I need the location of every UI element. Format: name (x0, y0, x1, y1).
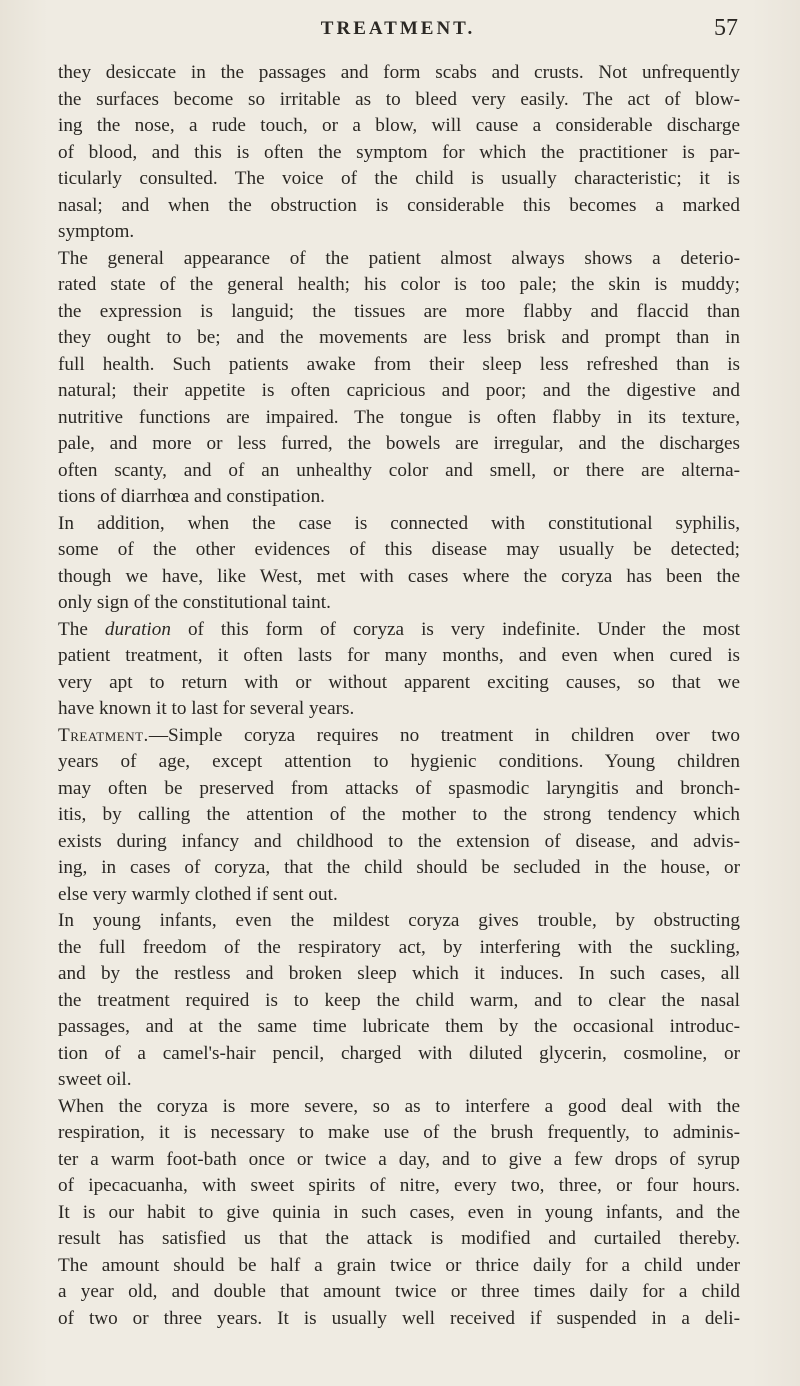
line-text: result has satisfied us that the attack is modified and curtailed thereby. (58, 1228, 740, 1249)
text-line (58, 299, 740, 326)
text-line (58, 1226, 740, 1253)
text-line (58, 1253, 740, 1280)
text-line (58, 113, 740, 140)
line-text: full health. Such patients awake from their sleep less refreshed than is (58, 353, 740, 375)
text-line (58, 511, 740, 538)
text-line (58, 166, 740, 193)
line-text: The (58, 618, 105, 640)
text-line (58, 60, 740, 87)
line-text: of ipecacuanha, with sweet spirits of nitre, every two, three, or four hours. (58, 1175, 740, 1196)
line-text: of this form of coryza is very indefinite. Under the most (170, 618, 740, 640)
text-line (58, 855, 740, 882)
text-line (58, 140, 740, 167)
line-text: The amount should be half a grain twice or thrice daily for a child under (58, 1254, 740, 1276)
text-line (58, 1014, 740, 1041)
text-line (58, 1120, 740, 1147)
page-number: 57 (714, 15, 738, 41)
line-text: they desiccate in the passages and form scabs and crusts. Not unfrequently (58, 62, 740, 83)
text-line (58, 352, 740, 379)
text-line (58, 219, 740, 246)
text-line (58, 1173, 740, 1200)
line-text: else very warmly clothed if sent out. (58, 883, 338, 905)
text-line (58, 802, 740, 829)
text-line (58, 458, 740, 485)
text-line (58, 325, 740, 352)
line-text: some of the other evidences of this disease may usually be detected; (58, 539, 740, 560)
italic-term: duration (104, 618, 171, 640)
text-line (58, 643, 740, 670)
line-text: It is our habit to give quinia in such cases, even in young infants, and the (58, 1201, 740, 1223)
line-text: the surfaces become so irritable as to bleed very easily. The act of blow- (58, 88, 740, 110)
line-text: the expression is languid; the tissues are more flabby and flaccid than (58, 300, 740, 322)
line-text: may often be preserved from attacks of spasmodic laryngitis and bronch- (58, 777, 740, 799)
line-text: respiration, it is necessary to make use of the brush frequently, to adminis- (58, 1122, 740, 1143)
line-text: nasal; and when the obstruction is considerable this becomes a marked (58, 194, 740, 216)
line-text: In young infants, even the mildest coryza gives trouble, by obstructing (58, 910, 740, 931)
text-line (58, 193, 740, 220)
text-line (58, 696, 740, 723)
text-line (58, 272, 740, 299)
line-text: have known it to last for several years. (58, 698, 355, 719)
line-text: tion of a camel's-hair pencil, charged with diluted glycerin, cosmoline, or (58, 1042, 740, 1064)
line-text: nutritive functions are impaired. The tongue is often flabby in its texture, (58, 406, 740, 428)
line-text: the full freedom of the respiratory act, by interfering with the suckling, (58, 936, 740, 958)
text-line (58, 935, 740, 962)
line-text: years of age, except attention to hygienic conditions. Young children (58, 751, 740, 772)
line-text: passages, and at the same time lubricate them by the occasional introduc- (58, 1016, 740, 1037)
line-text: of blood, and this is often the symptom for which the practitioner is par- (58, 141, 740, 163)
text-line (58, 1279, 740, 1306)
text-line (58, 484, 740, 511)
line-text: patient treatment, it often lasts for many months, and even when cured is (58, 645, 740, 666)
text-line (58, 590, 740, 617)
text-line (58, 405, 740, 432)
line-text: a year old, and double that amount twice or three times daily for a child (58, 1281, 740, 1302)
text-line (58, 723, 740, 750)
running-head: TREATMENT. (320, 18, 476, 39)
text-line (58, 908, 740, 935)
text-line (58, 961, 740, 988)
body-text (58, 60, 740, 1332)
line-text: natural; their appetite is often capricious and poor; and the digestive and (58, 380, 740, 401)
line-text: exists during infancy and childhood to the extension of disease, and advis- (58, 830, 740, 852)
line-text: In addition, when the case is connected with constitutional syphilis, (58, 512, 740, 534)
line-text: ter a warm foot-bath once or twice a day, and to give a few drops of syrup (58, 1148, 740, 1170)
text-line (58, 1041, 740, 1068)
line-text: they ought to be; and the movements are less brisk and prompt than in (58, 327, 740, 348)
text-line (58, 988, 740, 1015)
line-text: ing, in cases of coryza, that the child should be secluded in the house, or (58, 857, 740, 878)
line-text: ing the nose, a rude touch, or a blow, will cause a considerable discharge (58, 115, 740, 136)
text-line (58, 1200, 740, 1227)
line-text: of two or three years. It is usually well received if suspended in a deli- (58, 1307, 740, 1329)
line-text: pale, and more or less furred, the bowels are irregular, and the discharges (58, 433, 740, 454)
line-text: the treatment required is to keep the child warm, and to clear the nasal (58, 989, 740, 1011)
text-line (58, 1147, 740, 1174)
text-line (58, 1067, 740, 1094)
line-text: very apt to return with or without apparent exciting causes, so that we (58, 671, 740, 693)
text-line (58, 431, 740, 458)
line-text: and by the restless and broken sleep which it induces. In such cases, all (58, 963, 740, 984)
text-line (58, 776, 740, 803)
line-text: itis, by calling the attention of the mother to the strong tendency which (58, 804, 740, 825)
line-text: The general appearance of the patient almost always shows a deterio- (58, 247, 740, 269)
page-header (58, 15, 738, 46)
line-text: —Simple coryza requires no treatment in children over two (148, 724, 740, 746)
line-text: tions of diarrhœa and constipation. (58, 486, 325, 507)
text-line (58, 829, 740, 856)
line-text: though we have, like West, met with cases where the coryza has been the (58, 565, 740, 587)
text-line (58, 882, 740, 909)
text-line (58, 617, 740, 644)
line-text: sweet oil. (58, 1069, 132, 1090)
text-line (58, 1306, 740, 1333)
text-line (58, 564, 740, 591)
line-text: When the coryza is more severe, so as to interfere a good deal with the (58, 1095, 740, 1117)
line-text: symptom. (58, 221, 135, 242)
text-line (58, 670, 740, 697)
line-text: often scanty, and of an unhealthy color and smell, or there are alterna- (58, 459, 740, 481)
text-line (58, 1094, 740, 1121)
line-text: rated state of the general health; his color is too pale; the skin is muddy; (58, 274, 740, 295)
text-line (58, 378, 740, 405)
text-line (58, 749, 740, 776)
text-line (58, 246, 740, 273)
section-heading: Treatment. (58, 724, 149, 746)
text-line (58, 87, 740, 114)
line-text: ticularly consulted. The voice of the child is usually characteristic; it is (58, 168, 740, 189)
text-line (58, 537, 740, 564)
line-text: only sign of the constitutional taint. (58, 592, 331, 613)
